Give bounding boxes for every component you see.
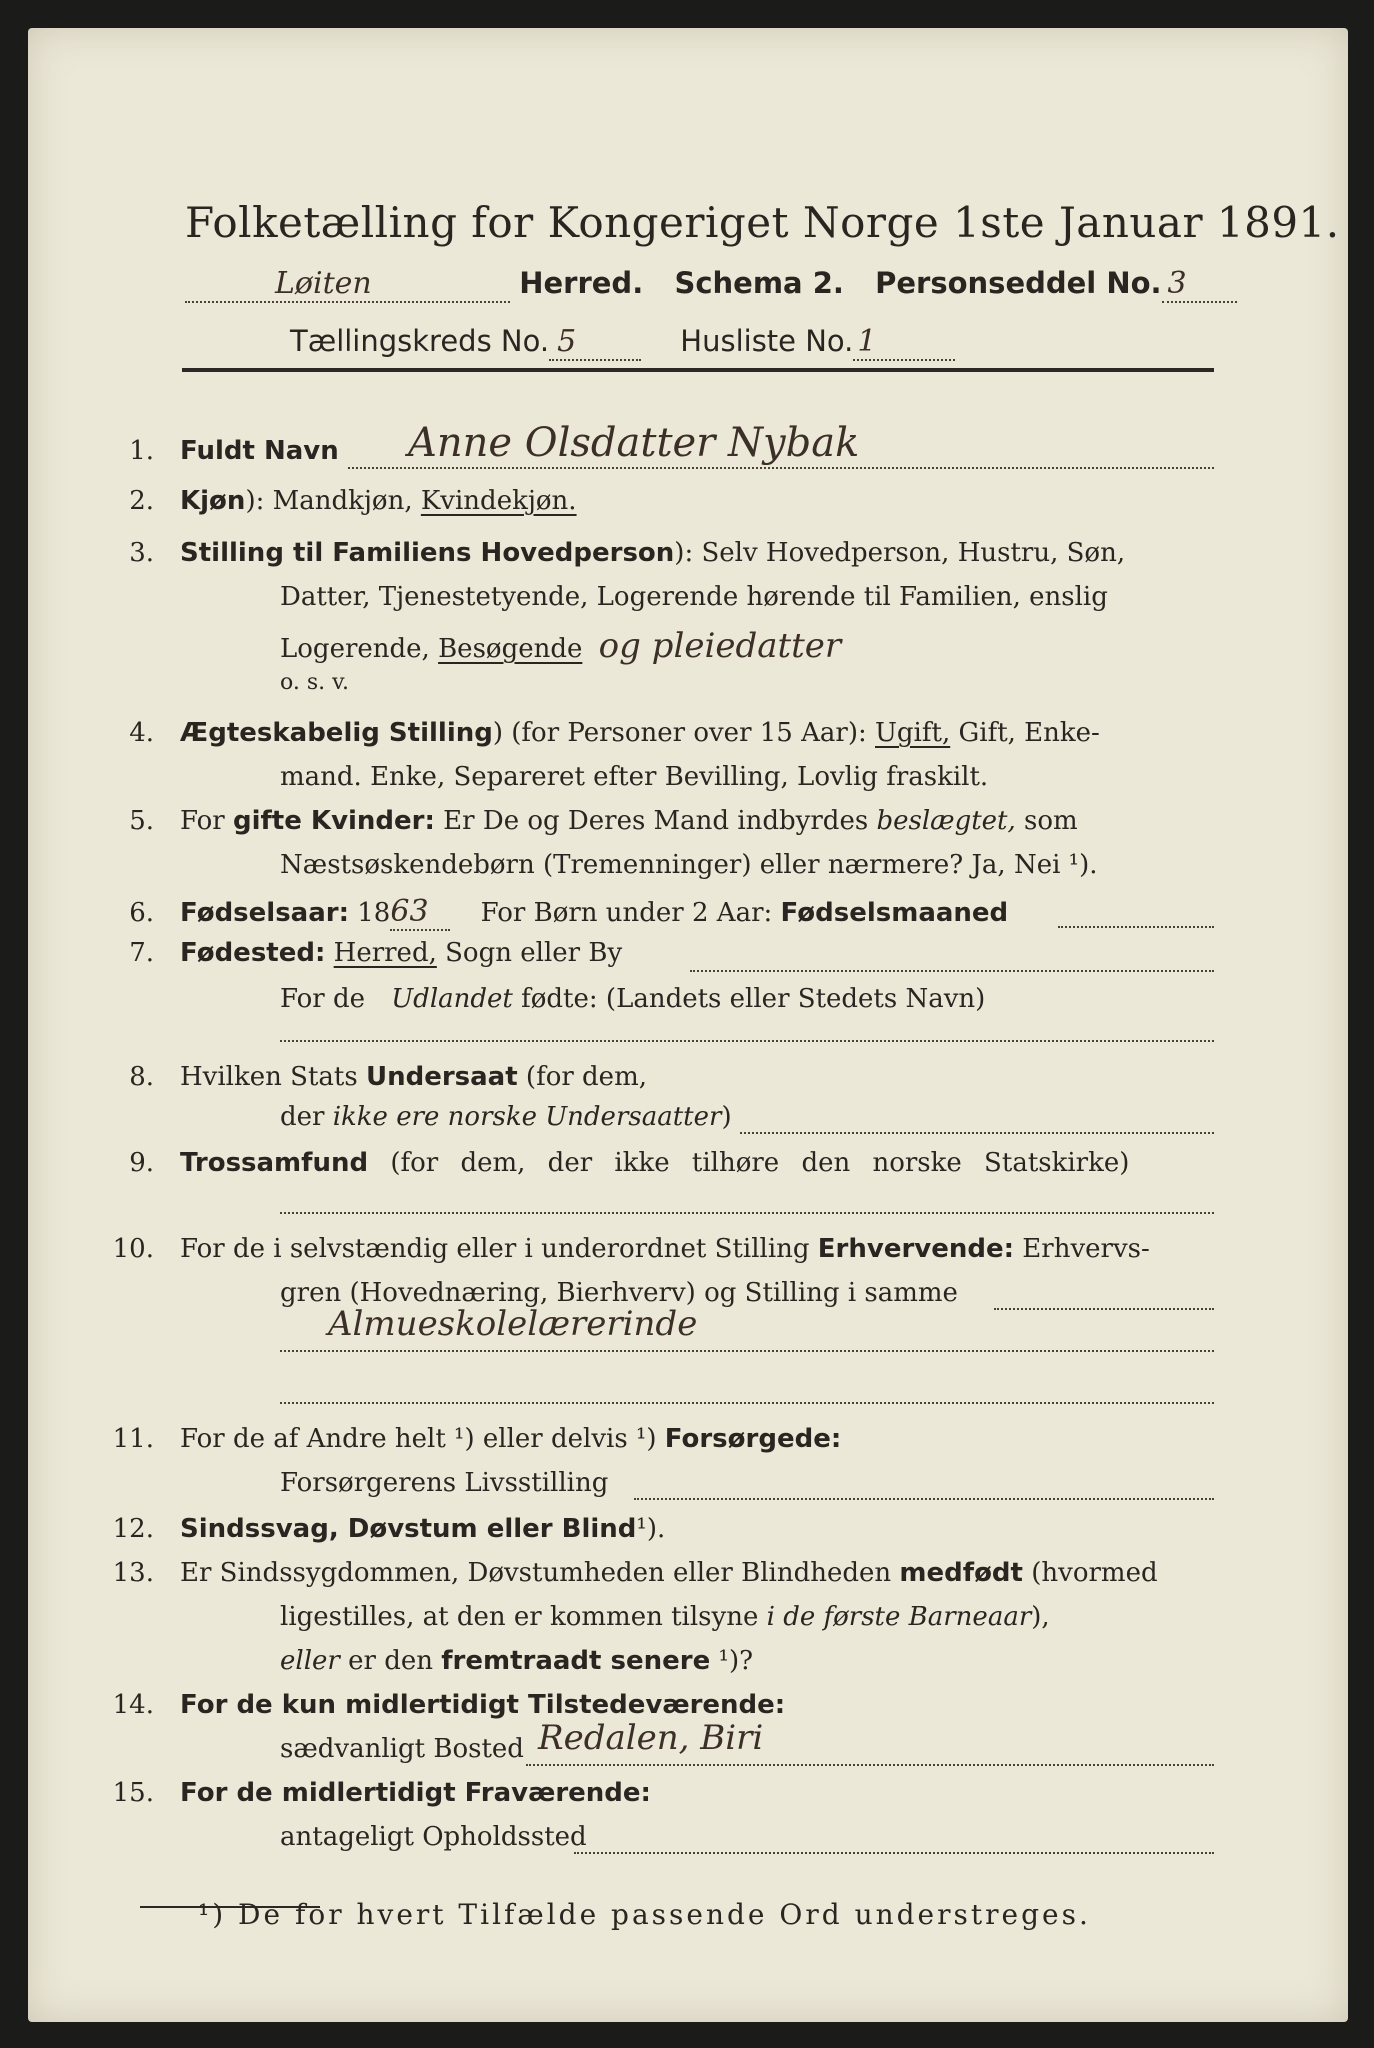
- q13-medfodt: [88, 1558, 1158, 1588]
- schema-label: Schema 2.: [674, 266, 844, 300]
- q9-trossamfund: [88, 1148, 1129, 1178]
- q5-som: som: [1024, 806, 1078, 836]
- q3-label: Stilling til Familiens Hovedperson: [180, 538, 675, 568]
- q10-fill-line: [994, 1306, 1214, 1310]
- q6-year-handwritten: 63: [390, 894, 450, 931]
- q3-text2: Datter, Tjenestetyende, Logerende hørende til Familien, enslig: [280, 582, 1108, 612]
- q8-paren: ): [721, 1102, 732, 1132]
- q2-number: 2.: [129, 486, 154, 516]
- q2-label: Kjøn: [180, 486, 246, 516]
- husliste-label: Husliste No.: [680, 324, 854, 358]
- q13-fremtraadt: fremtraadt senere: [441, 1646, 711, 1676]
- kreds-label: Tællingskreds No.: [290, 324, 550, 358]
- q13-text2: ligestilles, at den er kommen tilsyne: [280, 1602, 759, 1632]
- q12-sindssvag: [88, 1514, 665, 1544]
- q14-residence-handwritten: Redalen, Biri: [538, 1718, 764, 1758]
- q10-text2: gren (Hovednæring, Bierhverv) og Stilling i samme: [280, 1278, 958, 1308]
- header-herred-line: [185, 266, 1237, 303]
- q13-text2c: ),: [1031, 1602, 1050, 1632]
- q5-text2: Næstsøskendebørn (Tremenninger) eller nærmere? Ja, Nei ¹).: [280, 850, 1098, 880]
- q12-label: Sindssvag, Døvstum eller Blind: [180, 1514, 637, 1544]
- header-kreds-line: [290, 324, 955, 361]
- q11-label: Forsørgede:: [664, 1424, 842, 1454]
- q8-number: 8.: [129, 1062, 154, 1092]
- q3-stilling: [88, 538, 1125, 568]
- q7-line2: [280, 984, 985, 1014]
- q13-text3d: ¹)?: [718, 1646, 754, 1676]
- q14-label: For de kun midlertidigt Tilstedeværende:: [180, 1690, 786, 1720]
- q8-text1: Hvilken Stats: [180, 1062, 358, 1092]
- q8-fill-line: [740, 1130, 1214, 1134]
- q6-fodselsmaaned: Fødselsmaaned: [780, 898, 1009, 928]
- q7-number: 7.: [129, 938, 154, 968]
- q7-label: Fødested:: [180, 938, 326, 968]
- q7-text2: fødte: (Landets eller Stedets Navn): [521, 984, 986, 1014]
- q13-text1: Er Sindssygdommen, Døvstumheden eller Blindheden: [180, 1558, 892, 1588]
- q3-text1: ): Selv Hovedperson, Hustru, Søn,: [674, 538, 1126, 568]
- q4-ugift-underlined: Ugift,: [875, 718, 951, 748]
- q5-label: gifte Kvinder:: [232, 806, 435, 836]
- q7-text: Sogn eller By: [445, 938, 623, 968]
- q7-fill-line: [690, 968, 1214, 972]
- q11-text2: Forsørgerens Livsstilling: [280, 1468, 609, 1498]
- q13-number: 13.: [112, 1558, 154, 1588]
- q4-text1c: Gift, Enke-: [958, 718, 1100, 748]
- footnote: ¹) De for hvert Tilfælde passende Ord understreges.: [198, 1898, 1091, 1931]
- q4-number: 4.: [129, 718, 154, 748]
- personseddel-value: 3: [1162, 266, 1237, 303]
- q15-text: antageligt Opholdssted: [280, 1822, 587, 1852]
- q7-udlandet: Udlandet: [391, 984, 513, 1014]
- q7-for-de: For de: [280, 984, 365, 1014]
- q5-beslaegtet: beslægtet,: [876, 806, 1016, 836]
- q13-er-den: er den: [348, 1646, 433, 1676]
- q5-for: For: [180, 806, 225, 836]
- q9-fill-line: [280, 1210, 1214, 1214]
- q10-label: Erhvervende:: [817, 1234, 1015, 1264]
- census-form: [28, 28, 1348, 2022]
- q5-gifte-kvinder: [88, 806, 1078, 836]
- q4-text1: ) (for Personer over 15 Aar):: [492, 718, 867, 748]
- q15-fill-line: [574, 1850, 1214, 1854]
- q3-osv: o. s. v.: [280, 670, 349, 695]
- q6-label: Fødselsaar:: [180, 898, 349, 928]
- herred-label: Herred.: [519, 266, 644, 300]
- q13-line3: [280, 1646, 753, 1676]
- q15-number: 15.: [112, 1778, 154, 1808]
- q11-text1: For de af Andre helt ¹) eller delvis ¹): [180, 1424, 657, 1454]
- q3-besogende-underlined: Besøgende: [438, 634, 583, 664]
- q6-number: 6.: [129, 898, 154, 928]
- q14-number: 14.: [112, 1690, 154, 1720]
- q10-text1: For de i selvstændig eller i underordnet Stilling: [180, 1234, 810, 1264]
- q2-kjon: [88, 486, 577, 516]
- q12-number: 12.: [112, 1514, 154, 1544]
- q8-line2: [280, 1102, 732, 1132]
- q9-number: 9.: [129, 1148, 154, 1178]
- q6-prefix: 18: [357, 898, 391, 928]
- q3-text3: Logerende,: [280, 634, 430, 664]
- q11-forsorgede: [88, 1424, 841, 1454]
- herred-value: Løiten: [185, 266, 510, 303]
- q10-fill-line2: [280, 1348, 1214, 1352]
- q13-label: medfødt: [899, 1558, 1023, 1588]
- q10-occupation-handwritten: Almueskolelærerinde: [328, 1304, 698, 1344]
- q14-line2: [280, 1734, 524, 1764]
- q7-herred-underlined: Herred,: [333, 938, 437, 968]
- q8-text1c: (for dem,: [525, 1062, 647, 1092]
- q10-text1c: Erhvervs-: [1022, 1234, 1150, 1264]
- q5-number: 5.: [129, 806, 154, 836]
- q7-fodested: [88, 938, 622, 968]
- q14-fill-line: [526, 1762, 1214, 1766]
- q3-line3: [280, 626, 841, 666]
- q14-tilstedevaerende: [88, 1690, 785, 1720]
- q9-text: (for dem, der ikke tilhøre den norske Statskirke): [390, 1148, 1130, 1178]
- q13-text1c: (hvormed: [1031, 1558, 1158, 1588]
- q2-kvindekjon-underlined: Kvindekjøn.: [420, 486, 577, 516]
- q9-label: Trossamfund: [180, 1148, 369, 1178]
- q8-undersaat: [88, 1062, 647, 1092]
- q10-fill-line3: [280, 1400, 1214, 1404]
- q8-ikke-norske: ikke ere norske Undersaatter: [332, 1102, 722, 1132]
- q6-fodselsaar: [88, 894, 1008, 931]
- q10-erhvervende: [88, 1234, 1150, 1264]
- q8-der: der: [280, 1102, 325, 1132]
- q15-label: For de midlertidigt Fraværende:: [180, 1778, 651, 1808]
- q3-number: 3.: [129, 538, 154, 568]
- q2-text: ): Mandkjøn,: [245, 486, 413, 516]
- q13-line2: [280, 1602, 1050, 1632]
- q4-label: Ægteskabelig Stilling: [180, 718, 493, 748]
- q13-eller: eller: [280, 1646, 340, 1676]
- q3-handwritten: og pleiedatter: [598, 626, 842, 666]
- q13-barneaar: i de første Barneaar: [766, 1602, 1032, 1632]
- q6-fill-line: [1058, 924, 1214, 928]
- q4-text2: mand. Enke, Separeret efter Bevilling, Lovlig fraskilt.: [280, 762, 989, 792]
- q8-label: Undersaat: [365, 1062, 518, 1092]
- form-title: Folketælling for Kongeriget Norge 1ste Januar 1891.: [185, 198, 1340, 247]
- q1-number: 1.: [129, 436, 154, 466]
- header-rule: [182, 368, 1214, 372]
- q15-fravaerende: [88, 1778, 651, 1808]
- husliste-value: 1: [853, 324, 955, 361]
- q6-text: For Børn under 2 Aar:: [480, 898, 773, 928]
- q4-aegteskabelig: [88, 718, 1100, 748]
- q1-fuldt-navn: [88, 436, 339, 466]
- kreds-value: 5: [549, 324, 641, 361]
- q1-name-handwritten: Anne Olsdatter Nybak: [408, 420, 860, 466]
- q11-fill-line: [634, 1496, 1214, 1500]
- q14-text: sædvanligt Bosted: [280, 1734, 524, 1764]
- q7-fill-line2: [280, 1038, 1214, 1042]
- q5-text1: Er De og Deres Mand indbyrdes: [443, 806, 869, 836]
- q12-text: ¹).: [636, 1514, 666, 1544]
- personseddel-label: Personseddel No.: [875, 266, 1162, 300]
- q1-label: Fuldt Navn: [180, 436, 339, 466]
- q10-number: 10.: [112, 1234, 154, 1264]
- q11-number: 11.: [112, 1424, 154, 1454]
